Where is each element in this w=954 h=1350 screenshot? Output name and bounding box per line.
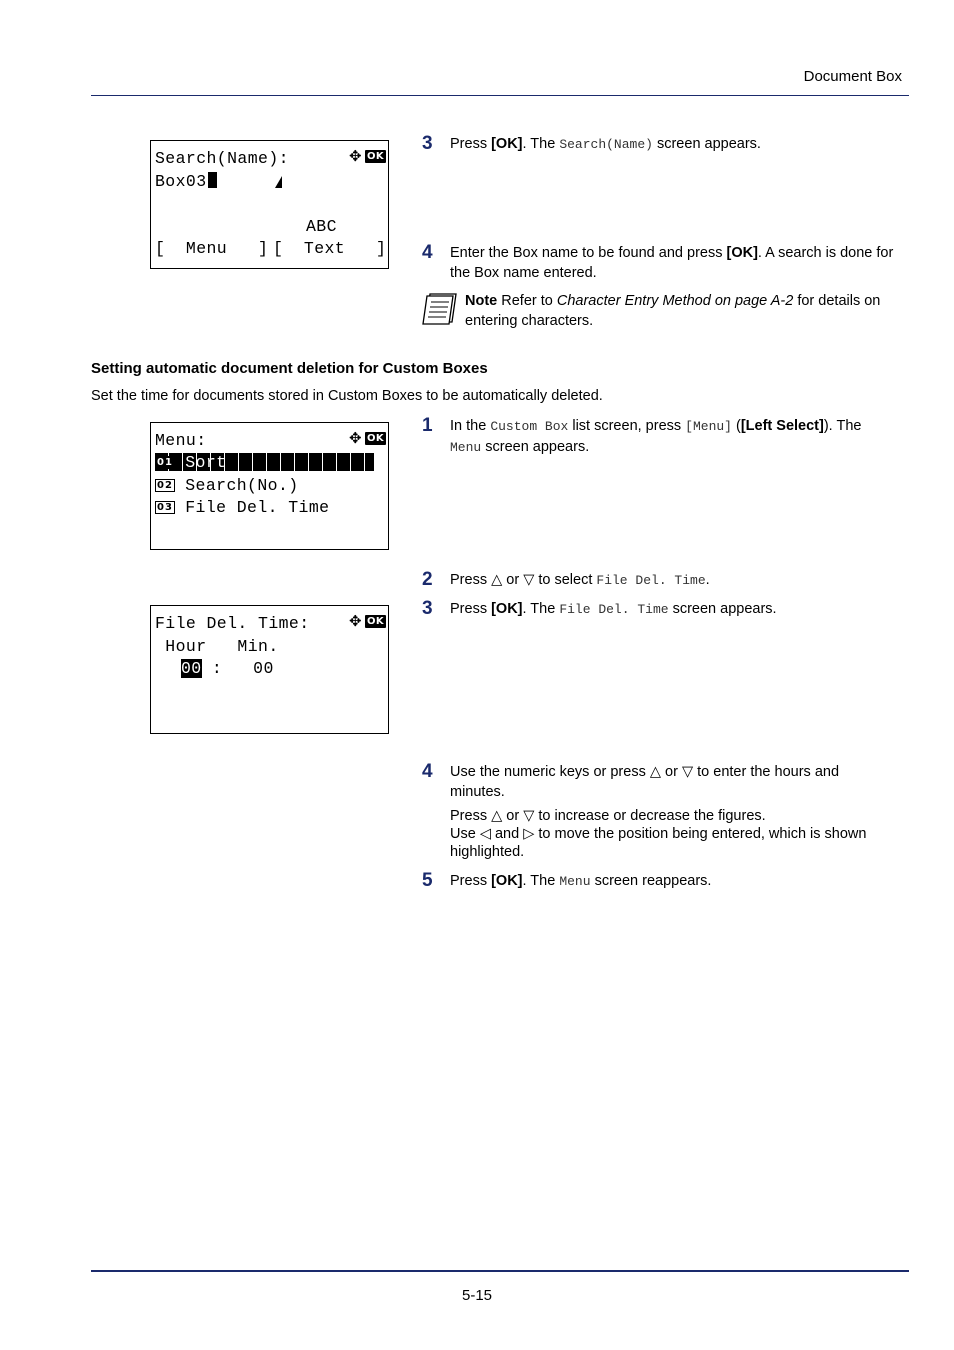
- time-fields: [181, 659, 274, 679]
- step-text: [450, 416, 920, 458]
- header-section-title: Document Box: [803, 68, 902, 85]
- text: Press: [450, 601, 492, 617]
- text: (: [731, 418, 741, 434]
- text: Use the numeric keys or press △ or ▽ to enter the hours and: [450, 764, 840, 780]
- text: Use ◁ and ▷ to move the position being entered, which is shown: [450, 826, 867, 842]
- lcd-title: Menu:: [155, 431, 207, 450]
- page-number: 5-15: [461, 1287, 493, 1304]
- lcd-search-name-screen: [150, 140, 389, 269]
- text: ). The: [823, 418, 862, 434]
- section-intro: Set the time for documents stored in Custom Boxes to be automatically deleted.: [91, 388, 603, 404]
- cross-arrows-icon: ✥: [348, 147, 362, 165]
- minute-field: 00: [253, 659, 274, 678]
- cross-arrows-icon: ✥: [348, 429, 362, 447]
- key-label: [Left Select]: [740, 418, 824, 434]
- lcd-title: File Del. Time:: [155, 614, 310, 633]
- note-label: Note: [465, 293, 498, 309]
- text: . The: [522, 873, 560, 889]
- step-number: 3: [422, 133, 433, 154]
- item-number-icon: 01: [157, 457, 173, 468]
- lcd-menu-screen: [150, 422, 389, 550]
- time-field-labels: Hour Min.: [155, 637, 279, 656]
- text: .: [705, 572, 710, 588]
- screen-name: Menu: [450, 440, 482, 455]
- cursor-block: [208, 172, 217, 188]
- menu-item: [155, 453, 226, 473]
- menu-item-name: File Del. Time: [596, 573, 706, 588]
- text: Enter the Box name to be found and press: [450, 245, 727, 261]
- text: Press △ or ▽ to increase or decrease the figures.: [450, 808, 766, 824]
- time-separator: :: [211, 659, 223, 678]
- step-number: 2: [422, 569, 433, 590]
- key-label: [OK]: [491, 601, 523, 617]
- text: list screen, press: [568, 418, 686, 434]
- step-number: 1: [422, 415, 433, 436]
- step-text: [450, 599, 777, 620]
- section-heading: Setting automatic document deletion for Custom Boxes: [91, 360, 488, 377]
- note-text: [465, 291, 915, 331]
- soft-key-text: [ Text ]: [273, 239, 387, 258]
- text: screen appears.: [668, 601, 777, 617]
- menu-item-label: File Del. Time: [185, 498, 330, 517]
- text: minutes.: [450, 784, 505, 800]
- soft-key-menu: [ Menu ]: [155, 239, 269, 258]
- nav-ok-indicator: [349, 149, 386, 163]
- soft-key-name: [Menu]: [685, 419, 732, 434]
- menu-item: [155, 498, 329, 518]
- text: for details on: [793, 293, 881, 309]
- step-number: 4: [422, 761, 433, 782]
- note-icon: [422, 292, 458, 326]
- nav-ok-indicator: [349, 431, 386, 445]
- screen-name: Menu: [559, 874, 591, 889]
- screen-name: Custom Box: [490, 419, 569, 434]
- step-text: [450, 871, 711, 892]
- text: highlighted.: [450, 844, 525, 860]
- text: Press △ or ▽ to select: [450, 572, 597, 588]
- text: . The: [522, 136, 560, 152]
- lcd-input-mode: ABC: [306, 217, 337, 236]
- ok-icon: OK: [366, 615, 384, 627]
- text: the Box name entered.: [450, 265, 597, 281]
- item-number-icon: 03: [157, 502, 173, 513]
- nav-ok-indicator: [349, 614, 386, 628]
- text: Refer to: [497, 293, 557, 309]
- text: screen appears.: [652, 136, 761, 152]
- text: entering characters.: [465, 313, 594, 329]
- lcd-input-value: Box03: [155, 172, 207, 191]
- footer-rule: [91, 1270, 909, 1272]
- menu-item-label: Sort: [185, 453, 227, 472]
- signal-triangle-icon: [275, 176, 282, 188]
- key-label: [OK]: [726, 245, 758, 261]
- hour-field: 00: [181, 659, 202, 678]
- ok-icon: OK: [366, 432, 384, 444]
- ok-icon: OK: [366, 150, 384, 162]
- screen-name: File Del. Time: [559, 602, 669, 617]
- screen-name: Search(Name): [559, 137, 653, 152]
- header-rule: [91, 95, 909, 96]
- key-label: [OK]: [491, 136, 523, 152]
- item-number-icon: 02: [157, 480, 173, 491]
- key-label: [OK]: [491, 873, 523, 889]
- menu-item: [155, 476, 299, 496]
- lcd-title: Search(Name):: [155, 149, 289, 168]
- cross-reference: Character Entry Method on page A-2: [556, 293, 794, 309]
- text: Press: [450, 873, 492, 889]
- step-text: [450, 570, 710, 591]
- step-text: [450, 243, 910, 283]
- step-number: 4: [422, 242, 433, 263]
- cross-arrows-icon: ✥: [348, 612, 362, 630]
- step-number: 5: [422, 870, 433, 891]
- text: screen appears.: [481, 439, 590, 455]
- text: screen reappears.: [590, 873, 712, 889]
- step-text: [450, 762, 920, 861]
- lcd-input-line: [155, 172, 217, 192]
- menu-item-label: Search(No.): [185, 476, 299, 495]
- text: In the: [450, 418, 491, 434]
- step-number: 3: [422, 598, 433, 619]
- text: Press: [450, 136, 492, 152]
- lcd-file-del-time-screen: [150, 605, 389, 734]
- text: . A search is done for: [757, 245, 894, 261]
- text: . The: [522, 601, 560, 617]
- step-text: [450, 134, 761, 155]
